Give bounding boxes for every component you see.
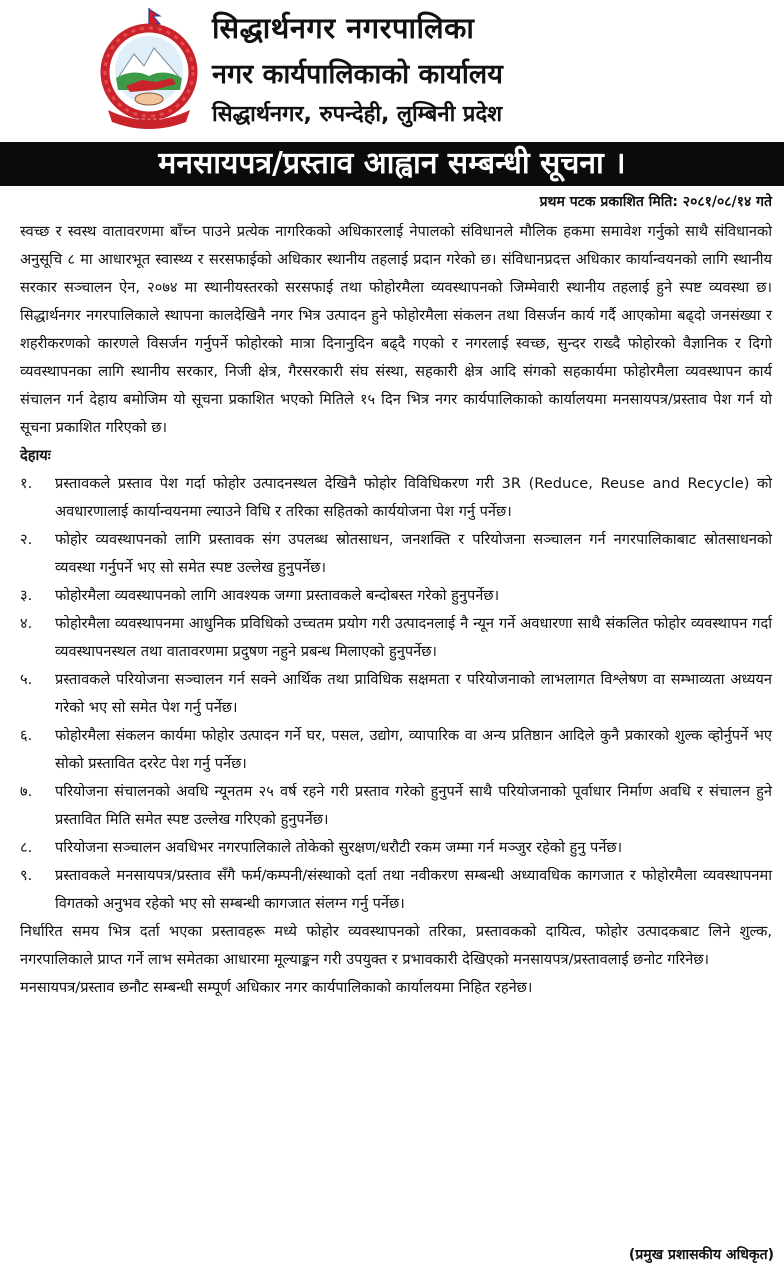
address: सिद्धार्थनगर, रुपन्देही, लुम्बिनी प्रदेश	[212, 102, 503, 127]
notice-body	[20, 218, 772, 1002]
signature: (प्रमुख प्रशासकीय अधिकृत)	[628, 1247, 774, 1263]
item-number: १.	[20, 475, 33, 492]
item-number: ३.	[20, 587, 33, 604]
item-number: ६.	[20, 727, 33, 744]
list-item	[20, 778, 772, 834]
item-number: २.	[20, 531, 33, 548]
item-number: ५.	[20, 671, 33, 688]
notice-title: मनसायपत्र/प्रस्ताव आह्वान सम्बन्धी सूचना ।	[0, 142, 784, 186]
list-item	[20, 610, 772, 666]
item-number: ७.	[20, 783, 33, 800]
selection-note: निर्धारित समय भित्र दर्ता भएका प्रस्तावहरू मध्ये फोहोर व्यवस्थापनको तरिका, प्रस्तावकको दायित्व, फोहोर उत्पादकबाट लिने शुल्क, नगरपालिकाले प्राप्त गर्ने लाभ समेतका आधारमा मूल्याङ्कन गरी उपयुक्त र प्रभावकारी देखिएको मनसायपत्र/प्रस्तावलाई छनोट गरिनेछ।	[20, 923, 772, 968]
office-name: नगर कार्यपालिकाको कार्यालय	[212, 59, 503, 90]
list-item	[20, 526, 772, 582]
nepal-emblem-icon	[94, 6, 204, 130]
list-item	[20, 834, 772, 862]
item-text: प्रस्तावकले मनसायपत्र/प्रस्ताव सँगै फर्म/कम्पनी/संस्थाको दर्ता तथा नवीकरण सम्बन्धी अध्यावधिक कागजात र फोहोरमैला व्यवस्थापनमा विगतको अनुभव रहेको भए सो सम्बन्धी कागजात संलग्न गर्नु पर्नेछ।	[55, 867, 772, 912]
list-item	[20, 666, 772, 722]
item-text: प्रस्तावकले परियोजना सञ्चालन गर्न सक्ने आर्थिक तथा प्राविधिक सक्षमता र परियोजनाको लाभलागत विश्लेषण वा सम्भाव्यता अध्ययन गरेको भए सो समेत पेश गर्नु पर्नेछ।	[55, 671, 772, 716]
list-item	[20, 862, 772, 918]
item-number: ४.	[20, 615, 33, 632]
item-text: फोहोरमैला व्यवस्थापनमा आधुनिक प्रविधिको उच्चतम प्रयोग गरी उत्पादनलाई नै न्यून गर्ने अवधारणा साथै संकलित फोहोर व्यवस्थापन गर्दा व्यवस्थापनस्थल तथा वातावरणमा प्रदुषण नहुने प्रबन्ध मिलाएको हुनुपर्नेछ।	[55, 615, 772, 660]
letterhead	[0, 0, 784, 140]
item-text: परियोजना संचालनको अवधि न्यूनतम २५ वर्ष रहने गरी प्रस्ताव गरेको हुनुपर्ने साथै परियोजनाको पूर्वाधार निर्माण अवधि र संचालन हुने प्रस्तावित मिति समेत स्पष्ट उल्लेख गरिएको हुनुपर्नेछ।	[55, 783, 772, 828]
intro-paragraph: स्वच्छ र स्वस्थ वातावरणमा बाँच्न पाउने प्रत्येक नागरिकको अधिकारलाई नेपालको संविधानले मौलिक हकमा समावेश गर्नुको साथै संविधानको अनुसूचि ८ मा आधारभूत स्वास्थ्य र सरसफाईको अधिकार स्थानीय तहलाई प्रदान गरेको छ। संविधानप्रदत्त अधिकार कार्यान्वयनको लागि स्थानीय सरकार सञ्चालन ऐन, २०७४ मा स्थानीयस्तरको सरसफाई तथा फोहोरमैला व्यवस्थापनको जिम्मेवारी स्थानीय तहलाई हुने स्पष्ट व्यवस्था छ। सिद्धार्थनगर नगरपालिकाले स्थापना कालदेखिनै नगर भित्र उत्पादन हुने फोहोरमैला संकलन तथा विसर्जन कार्य गर्दै आएकोमा बढ्दो जनसंख्या र शहरीकरणको कारणले विसर्जन गर्नुपर्ने फोहोरको मात्रा दिनानुदिन बढ्दै गएको र नगरलाई स्वच्छ, सुन्दर राख्दै फोहोरको वैज्ञानिक र दिगो व्यवस्थापनका लागि स्थानीय सरकार, निजी क्षेत्र, गैरसरकारी संघ संस्था, सहकारी क्षेत्र आदि संगको सहकार्यमा फोहोरमैला व्यवस्थापन कार्य संचालन गर्न देहाय बमोजिम यो सूचना प्रकाशित भएको मितिले १५ दिन भित्र नगर कार्यपालिकाको कार्यालयमा मनसायपत्र/प्रस्ताव पेश गर्न यो सूचना प्रकाशित गरिएको छ।	[20, 223, 772, 436]
item-text: प्रस्तावकले प्रस्ताव पेश गर्दा फोहोर उत्पादनस्थल देखिनै फोहोर विविधिकरण गरी 3R (Reduce, Reuse and Recycle) को अवधारणालाई कार्यान्वयनमा ल्याउने विधि र तरिका सहितको कार्ययोजना पेश गर्नु पर्नेछ।	[55, 475, 772, 520]
item-text: फोहोर व्यवस्थापनको लागि प्रस्तावक संग उपलब्ध स्रोतसाधन, जनशक्ति र परियोजना सञ्चालन गर्न नगरपालिकाबाट स्रोतसाधनको व्यवस्था गर्नुपर्ने भए सो समेत स्पष्ट उल्लेख हुनुपर्नेछ।	[55, 531, 772, 576]
authority-note: मनसायपत्र/प्रस्ताव छनौट सम्बन्धी सम्पूर्ण अधिकार नगर कार्यपालिकाको कार्यालयमा निहित रहनेछ।	[20, 979, 533, 996]
item-text: फोहोरमैला व्यवस्थापनको लागि आवश्यक जग्गा प्रस्तावकले बन्दोबस्त गरेको हुनुपर्नेछ।	[55, 587, 500, 604]
item-text: परियोजना सञ्चालन अवधिभर नगरपालिकाले तोकेको सुरक्षण/धरौटी रकम जम्मा गर्न मञ्जुर रहेको हुनु पर्नेछ।	[55, 839, 623, 856]
org-name: सिद्धार्थनगर नगरपालिका	[212, 11, 475, 45]
item-number: ८.	[20, 839, 33, 856]
svg-text:~ ~ ~ ~ ~: ~ ~ ~ ~ ~	[135, 117, 163, 123]
list-item	[20, 722, 772, 778]
conditions-list	[20, 470, 772, 918]
item-text: फोहोरमैला संकलन कार्यमा फोहोर उत्पादन गर्ने घर, पसल, उद्योग, व्यापारिक वा अन्य प्रतिष्ठान आदिले कुनै प्रकारको शुल्क व्होर्नुपर्ने भए सोको प्रस्तावित दररेट पेश गर्नु पर्नेछ।	[55, 727, 772, 772]
item-number: ९.	[20, 867, 33, 884]
published-date: प्रथम पटक प्रकाशित मिति: २०८१/०८/१४ गते	[539, 194, 772, 210]
list-item	[20, 582, 772, 610]
conditions-heading: देहायः	[20, 447, 51, 464]
list-item	[20, 470, 772, 526]
